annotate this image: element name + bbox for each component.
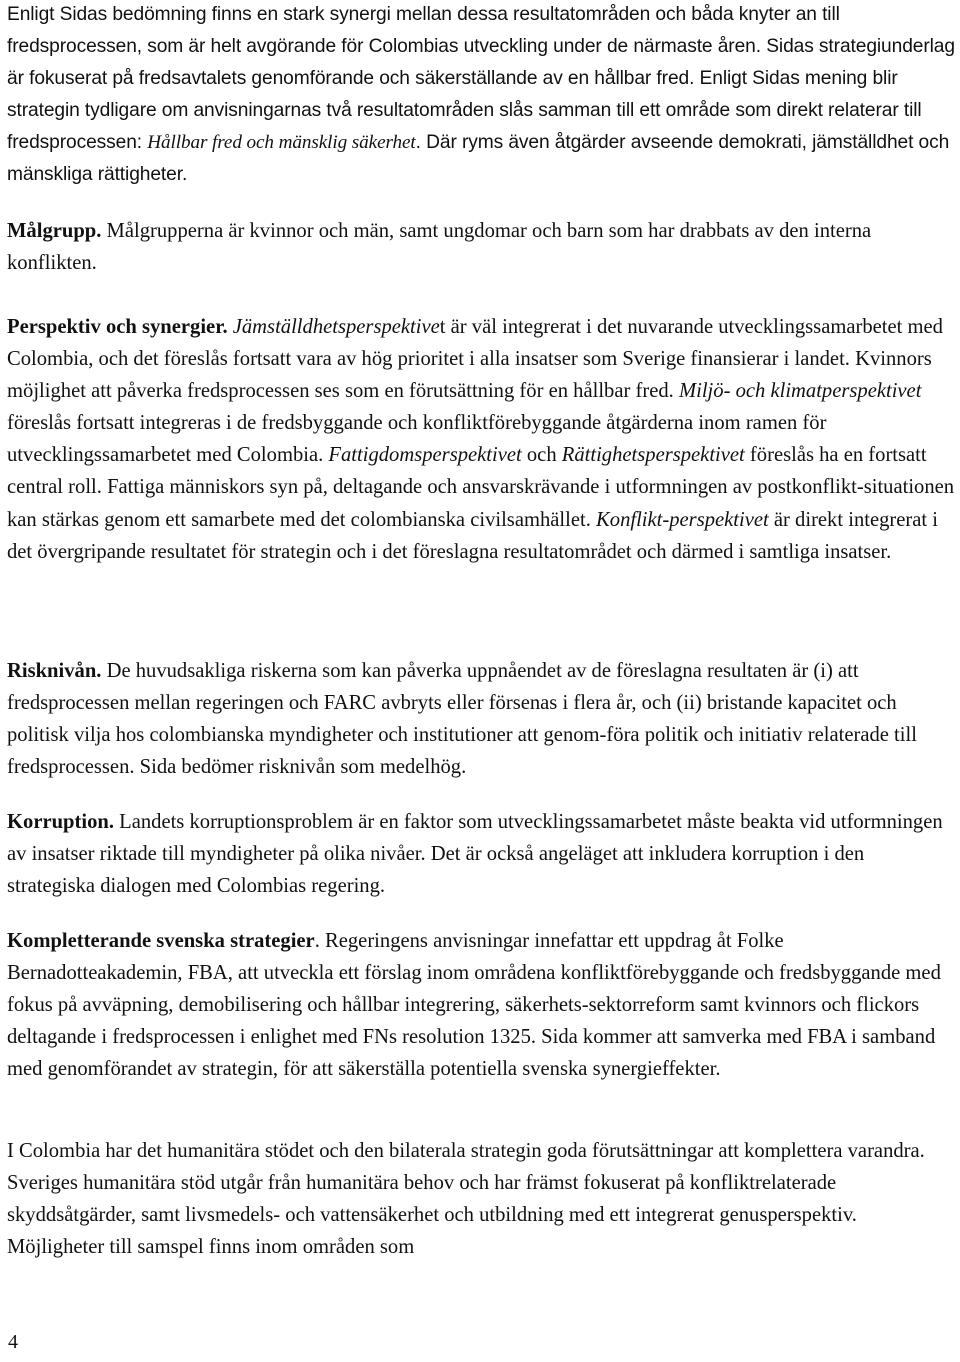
malgrupp-paragraph xyxy=(7,215,956,279)
page-number: 4 xyxy=(8,1331,18,1353)
kompletterande-text: . Regeringens anvisningar innefattar ett uppdrag åt Folke Bernadotteakademin, FBA, att utveckla ett förslag inom områdena konfliktförebyggande och fredsbyggande med fokus på avväpning, demobilisering och hållbar integrering, säkerhets-sektorreform samt kvinnors och flickors deltagande i fredsprocessen i enlighet med FNs resolution 1325. Sida kommer att samverka med FBA i samband med genomförandet av strategin, för att säkerställa potentiella svenska synergieffekter. xyxy=(7,930,941,1081)
korruption-paragraph xyxy=(7,806,956,902)
perspektiv-term-2: Miljö- och klimatperspektivet xyxy=(678,380,922,403)
perspektiv-paragraph xyxy=(7,311,956,568)
perspektiv-term-4: Rättighetsperspektivet xyxy=(561,444,745,467)
korruption-heading: Korruption. xyxy=(7,811,114,833)
kompletterande-paragraph xyxy=(7,925,956,1085)
malgrupp-heading: Målgrupp. xyxy=(7,220,102,242)
perspektiv-text-1: t är väl integrerat i det nuvarande utvecklingssamarbetet med Colombia, och det föreslås fortsatt vara av hög prioritet i alla insatser som Sverige finansierar i landet. Kvinnors möjlighet att påverka fredsprocessen ses som en förutsättning för en hållbar fred. xyxy=(7,316,943,403)
perspektiv-term-5: Konflikt-perspektivet xyxy=(596,508,769,531)
intro-tail: . Där ryms även åtgärder avseende demokrati, jämställdhet och mänskliga rättigheter. xyxy=(7,132,950,186)
humanitar-paragraph xyxy=(7,1135,956,1263)
perspektiv-text-3: och xyxy=(521,444,562,467)
risk-paragraph xyxy=(7,655,956,783)
perspektiv-text-2: föreslås fortsatt integreras i de fredsbyggande och konfliktförebyggande åtgärderna inom ramen för utvecklingssamarbetet med Colombia. xyxy=(7,412,827,467)
malgrupp-text: Målgrupperna är kvinnor och män, samt ungdomar och barn som har drabbats av den interna konflikten. xyxy=(7,220,872,275)
perspektiv-text-5: är direkt integrerat i det övergripande resultatet för strategin och i det föreslagna resultatområdet och därmed i samtliga insatser. xyxy=(7,508,938,563)
kompletterande-heading: Kompletterande svenska strategier xyxy=(7,930,315,952)
intro-italic-term: Hållbar fred och mänsklig säkerhet xyxy=(147,132,416,154)
perspektiv-term-3: Fattigdomsperspektivet xyxy=(328,444,522,467)
perspektiv-term-1: Jämställdhetsperspektive xyxy=(227,316,440,338)
korruption-text: Landets korruptionsproblem är en faktor som utvecklingssamarbetet måste beakta vid utformningen av insatser riktade till myndigheter på olika nivåer. Det är också angeläget att inkludera korruption i den strategiska dialogen med Colombias regering. xyxy=(7,811,943,898)
perspektiv-heading: Perspektiv och synergier. xyxy=(7,316,228,338)
intro-text: Enligt Sidas bedömning finns en stark synergi mellan dessa resultatområden och båda knyter an till fredsprocessen, som är helt avgörande för Colombias utveckling under de närmaste åren. Sidas strategiunderlag är fokuserat på fredsavtalets genomförande och säkerställande av en hållbar fred. Enligt Sidas mening blir strategin tydligare om anvisningarnas två resultatområden slås samman till ett område som direkt relaterar till fredsprocessen: xyxy=(7,4,955,154)
risk-text: De huvudsakliga riskerna som kan påverka uppnåendet av de föreslagna resultaten är (i) att fredsprocessen mellan regeringen och FARC avbryts eller försenas i flera år, och (ii) bristande kapacitet och politisk vilja hos colombianska myndigheter och institutioner att genom-föra politik och initiativ relaterade till fredsprocessen. Sida bedömer risknivån som medelhög. xyxy=(7,660,917,779)
perspektiv-text-4: föreslås ha en fortsatt central roll. Fattiga människors syn på, deltagande och ansvarskrävande i utformningen av postkonflikt-situationen kan stärkas genom ett samarbete med det colombianska civilsamhället. xyxy=(7,444,955,531)
humanitar-text: I Colombia har det humanitära stödet och den bilaterala strategin goda förutsättningar att komplettera varandra. Sveriges humanitära stöd utgår från humanitära behov och har främst fokuserat på konfliktrelaterade skyddsåtgärder, samt livsmedels- och vattensäkerhet och utbildning med ett integrerat genusperspektiv. Möjligheter till samspel finns inom områden som xyxy=(7,1140,925,1259)
risk-heading: Risknivån. xyxy=(7,660,102,682)
intro-paragraph xyxy=(7,0,956,192)
